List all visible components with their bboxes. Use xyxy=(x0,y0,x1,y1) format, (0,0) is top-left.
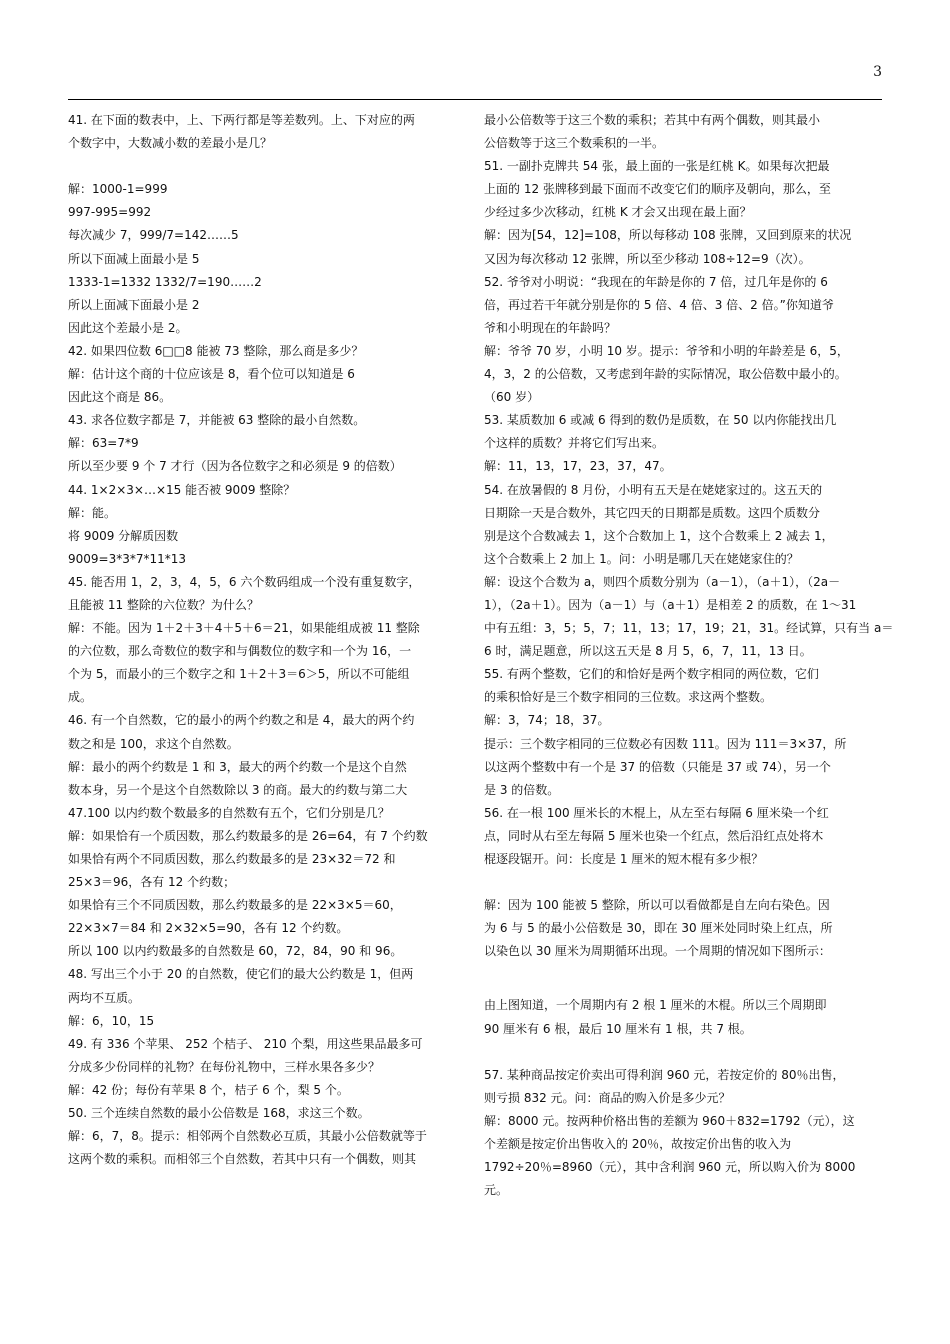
text-line: 数本身，另一个是这个自然数除以 3 的商。最大的约数与第二大 xyxy=(68,782,408,797)
text-line: 因此这个差最小是 2。 xyxy=(68,320,188,335)
text-line: 的六位数，那么奇数位的数字和与偶数位的数字和一个为 16，一 xyxy=(68,644,412,659)
text-line: 两均不互质。 xyxy=(68,990,141,1005)
text-line: 9009=3*3*7*11*13 xyxy=(68,551,187,566)
text-line: 将 9009 分解质因数 xyxy=(68,528,179,543)
text-line: 为 6 与 5 的最小公倍数是 30，即在 30 厘米处同时染上红点，所 xyxy=(484,921,833,936)
text-line: 因此这个商是 86。 xyxy=(68,390,172,405)
text-line: 以这两个整数中有一个是 37 的倍数（只能是 37 或 74），另一个 xyxy=(484,759,831,774)
text-line: 提示：三个数字相同的三位数必有因数 111。因为 111＝3×37，所 xyxy=(484,736,847,751)
text-line: 且能被 11 整除的六位数？为什么？ xyxy=(68,597,259,612)
text-line: （60 岁） xyxy=(484,390,540,405)
text-line: 25×3＝96，各有 12 个约数； xyxy=(68,875,236,890)
text-line: 解：能。 xyxy=(68,505,117,520)
text-line: 56. 在一根 100 厘米长的木棍上，从左至右每隔 6 厘米染一个红 xyxy=(484,805,829,820)
text-line: 48. 写出三个小于 20 的自然数，使它们的最大公约数是 1，但两 xyxy=(68,967,414,982)
text-line: 则亏损 832 元。问：商品的购入价是多少元？ xyxy=(484,1090,731,1105)
text-line: 54. 在放暑假的 8 月份，小明有五天是在姥姥家过的。这五天的 xyxy=(484,482,823,497)
text-line: 元。 xyxy=(484,1183,509,1198)
text-line: 1792÷20％=8960（元），其中含利润 960 元，所以购入价为 8000 xyxy=(484,1160,856,1175)
left-column xyxy=(68,109,470,1171)
text-line: 如果恰有两个不同质因数，那么约数最多的是 23×32＝72 和 xyxy=(68,852,396,866)
text-line: 公倍数等于这三个数乘积的一半。 xyxy=(484,136,665,151)
blank-line xyxy=(68,155,470,178)
text-line: 每次减少 7，999/7=142……5 xyxy=(68,228,239,243)
text-line: 55. 有两个整数，它们的和恰好是两个数字相同的两位数，它们 xyxy=(484,667,819,682)
text-line: 解：因为[54，12]=108，所以每移动 108 张牌，又回到原来的状况 xyxy=(484,228,852,243)
text-line: 解：6，7，8。提示：相邻两个自然数必互质，其最小公倍数就等于 xyxy=(68,1129,427,1144)
text-line: 45. 能否用 1，2，3，4，5，6 六个数码组成一个没有重复数字， xyxy=(68,574,421,589)
text-line: 爷和小明现在的年龄吗？ xyxy=(484,320,617,335)
blank-line xyxy=(484,871,884,894)
right-column xyxy=(484,109,894,1202)
text-line: 又因为每次移动 12 张牌，所以至少移动 108÷12=9（次）。 xyxy=(484,251,811,266)
text-line: 解：42 份；每份有苹果 8 个，桔子 6 个，梨 5 个。 xyxy=(68,1082,349,1097)
text-line: 点，同时从右至左每隔 5 厘米也染一个红点，然后沿红点处将木 xyxy=(484,828,824,843)
text-line: 这两个数的乘积。而相邻三个自然数，若其中只有一个偶数，则其 xyxy=(68,1152,417,1167)
text-line: 22×3×7＝84 和 2×32×5=90，各有 12 个约数。 xyxy=(68,921,349,936)
header-rule xyxy=(68,99,882,100)
text-line: 解：如果恰有一个质因数，那么约数最多的是 26=64，有 7 个约数 xyxy=(68,828,428,843)
text-line: 这个合数乘上 2 加上 1。问：小明是哪几天在姥姥家住的？ xyxy=(484,551,799,566)
text-line: 解：11，13，17，23，37，47。 xyxy=(484,459,672,474)
text-line: 的乘积恰好是三个数字相同的三位数。求这两个整数。 xyxy=(484,690,773,705)
text-line: 44. 1×2×3×…×15 能否被 9009 整除？ xyxy=(68,482,296,497)
text-line: 43. 求各位数字都是 7，并能被 63 整除的最小自然数。 xyxy=(68,413,366,428)
text-line: 所以下面减上面最小是 5 xyxy=(68,251,200,266)
text-line: 数之和是 100，求这个自然数。 xyxy=(68,736,239,751)
blank-line xyxy=(484,963,884,994)
text-line: 解：最小的两个约数是 1 和 3，最大的两个约数一个是这个自然 xyxy=(68,759,407,774)
text-line: 50. 三个连续自然数的最小公倍数是 168，求这三个数。 xyxy=(68,1106,370,1121)
text-line: 53. 某质数加 6 或减 6 得到的数仍是质数，在 50 以内你能找出几 xyxy=(484,413,837,428)
text-line: 分成多少份同样的礼物？在每份礼物中，三样水果各多少？ xyxy=(68,1059,381,1074)
text-line: 90 厘米有 6 根，最后 10 厘米有 1 根，共 7 根。 xyxy=(484,1021,752,1036)
text-line: 41. 在下面的数表中，上、下两行都是等差数列。上、下对应的两 xyxy=(68,113,415,127)
text-line: 别是这个合数减去 1，这个合数加上 1，这个合数乘上 2 减去 1， xyxy=(484,528,834,543)
text-line: 1333-1=1332 1332/7=190……2 xyxy=(68,274,262,289)
text-line: 42. 如果四位数 6□□8 能被 73 整除，那么商是多少？ xyxy=(68,343,364,358)
text-line: 棍逐段锯开。问：长度是 1 厘米的短木棍有多少根？ xyxy=(484,852,764,866)
text-line: 解：爷爷 70 岁，小明 10 岁。提示：爷爷和小明的年龄差是 6，5， xyxy=(484,343,849,358)
text-line: 49. 有 336 个苹果、 252 个桔子、 210 个梨，用这些果品最多可 xyxy=(68,1036,423,1051)
text-line: 个数字中，大数减小数的差最小是几？ xyxy=(68,136,273,151)
blank-line xyxy=(484,1041,884,1064)
text-line: 57. 某种商品按定价卖出可得利润 960 元，若按定价的 80％出售， xyxy=(484,1067,845,1082)
text-line: 所以 100 以内约数最多的自然数是 60，72，84，90 和 96。 xyxy=(68,944,403,959)
text-line: 少经过多少次移动，红桃 K 才会又出现在最上面？ xyxy=(484,205,752,220)
text-line: 997-995=992 xyxy=(68,205,152,220)
text-line: 成。 xyxy=(68,690,93,705)
text-line: 倍，再过若干年就分别是你的 5 倍、4 倍、3 倍、2 倍。”你知道爷 xyxy=(484,297,834,312)
text-line: 1），（2a＋1）。因为（a－1）与（a＋1）是相差 2 的质数，在 1～31 xyxy=(484,597,857,612)
text-line: 解：3，74；18，37。 xyxy=(484,713,610,728)
text-line: 解：6，10，15 xyxy=(68,1013,155,1028)
text-line: 解：估计这个商的十位应该是 8，看个位可以知道是 6 xyxy=(68,367,355,382)
text-line: 如果恰有三个不同质因数，那么约数最多的是 22×3×5＝60， xyxy=(68,898,402,913)
text-line: 中有五组：3，5；5，7；11，13；17，19；21，31。经试算，只有当 a＝ xyxy=(484,621,894,636)
text-line: 个这样的质数？并将它们写出来。 xyxy=(484,436,665,451)
text-line: 所以上面减下面最小是 2 xyxy=(68,297,200,312)
text-line: 52. 爷爷对小明说：“我现在的年龄是你的 7 倍，过几年是你的 6 xyxy=(484,274,828,289)
text-line: 47.100 以内约数个数最多的自然数有五个，它们分别是几？ xyxy=(68,805,390,820)
text-line: 个差额是按定价出售收入的 20％，故按定价出售的收入为 xyxy=(484,1137,792,1152)
text-line: 解：1000-1=999 xyxy=(68,182,168,197)
text-line: 所以至少要 9 个 7 才行（因为各位数字之和必须是 9 的倍数） xyxy=(68,459,402,474)
text-line: 最小公倍数等于这三个数的乘积；若其中有两个偶数，则其最小 xyxy=(484,113,821,127)
text-line: 解：不能。因为 1＋2＋3＋4＋5＋6＝21，如果能组成被 11 整除 xyxy=(68,621,420,636)
text-line: 个为 5，而最小的三个数字之和 1＋2＋3＝6＞5，所以不可能组 xyxy=(68,667,410,682)
text-line: 解：8000 元。按两种价格出售的差额为 960＋832=1792（元），这 xyxy=(484,1113,855,1128)
text-line: 6 时，满足题意，所以这五天是 8 月 5，6，7，11，13 日。 xyxy=(484,644,812,659)
page-number: 3 xyxy=(873,64,882,80)
text-line: 解：63=7*9 xyxy=(68,436,139,451)
text-line: 46. 有一个自然数，它的最小的两个约数之和是 4，最大的两个约 xyxy=(68,713,415,728)
text-line: 由上图知道，一个周期内有 2 根 1 厘米的木棍。所以三个周期即 xyxy=(484,998,827,1013)
text-line: 上面的 12 张牌移到最下面而不改变它们的顺序及朝向，那么，至 xyxy=(484,182,831,197)
text-line: 4，3，2 的公倍数，又考虑到年龄的实际情况，取公倍数中最小的。 xyxy=(484,367,847,382)
text-line: 日期除一天是合数外，其它四天的日期都是质数。这四个质数分 xyxy=(484,505,821,520)
text-line: 以染色以 30 厘米为周期循环出现。一个周期的情况如下图所示： xyxy=(484,944,831,959)
text-line: 是 3 的倍数。 xyxy=(484,782,560,797)
text-line: 解：因为 100 能被 5 整除，所以可以看做都是自左向右染色。因 xyxy=(484,898,830,913)
text-line: 解：设这个合数为 a，则四个质数分别为（a－1），（a＋1），（2a－ xyxy=(484,574,841,589)
text-line: 51. 一副扑克牌共 54 张，最上面的一张是红桃 K。如果每次把最 xyxy=(484,159,830,174)
